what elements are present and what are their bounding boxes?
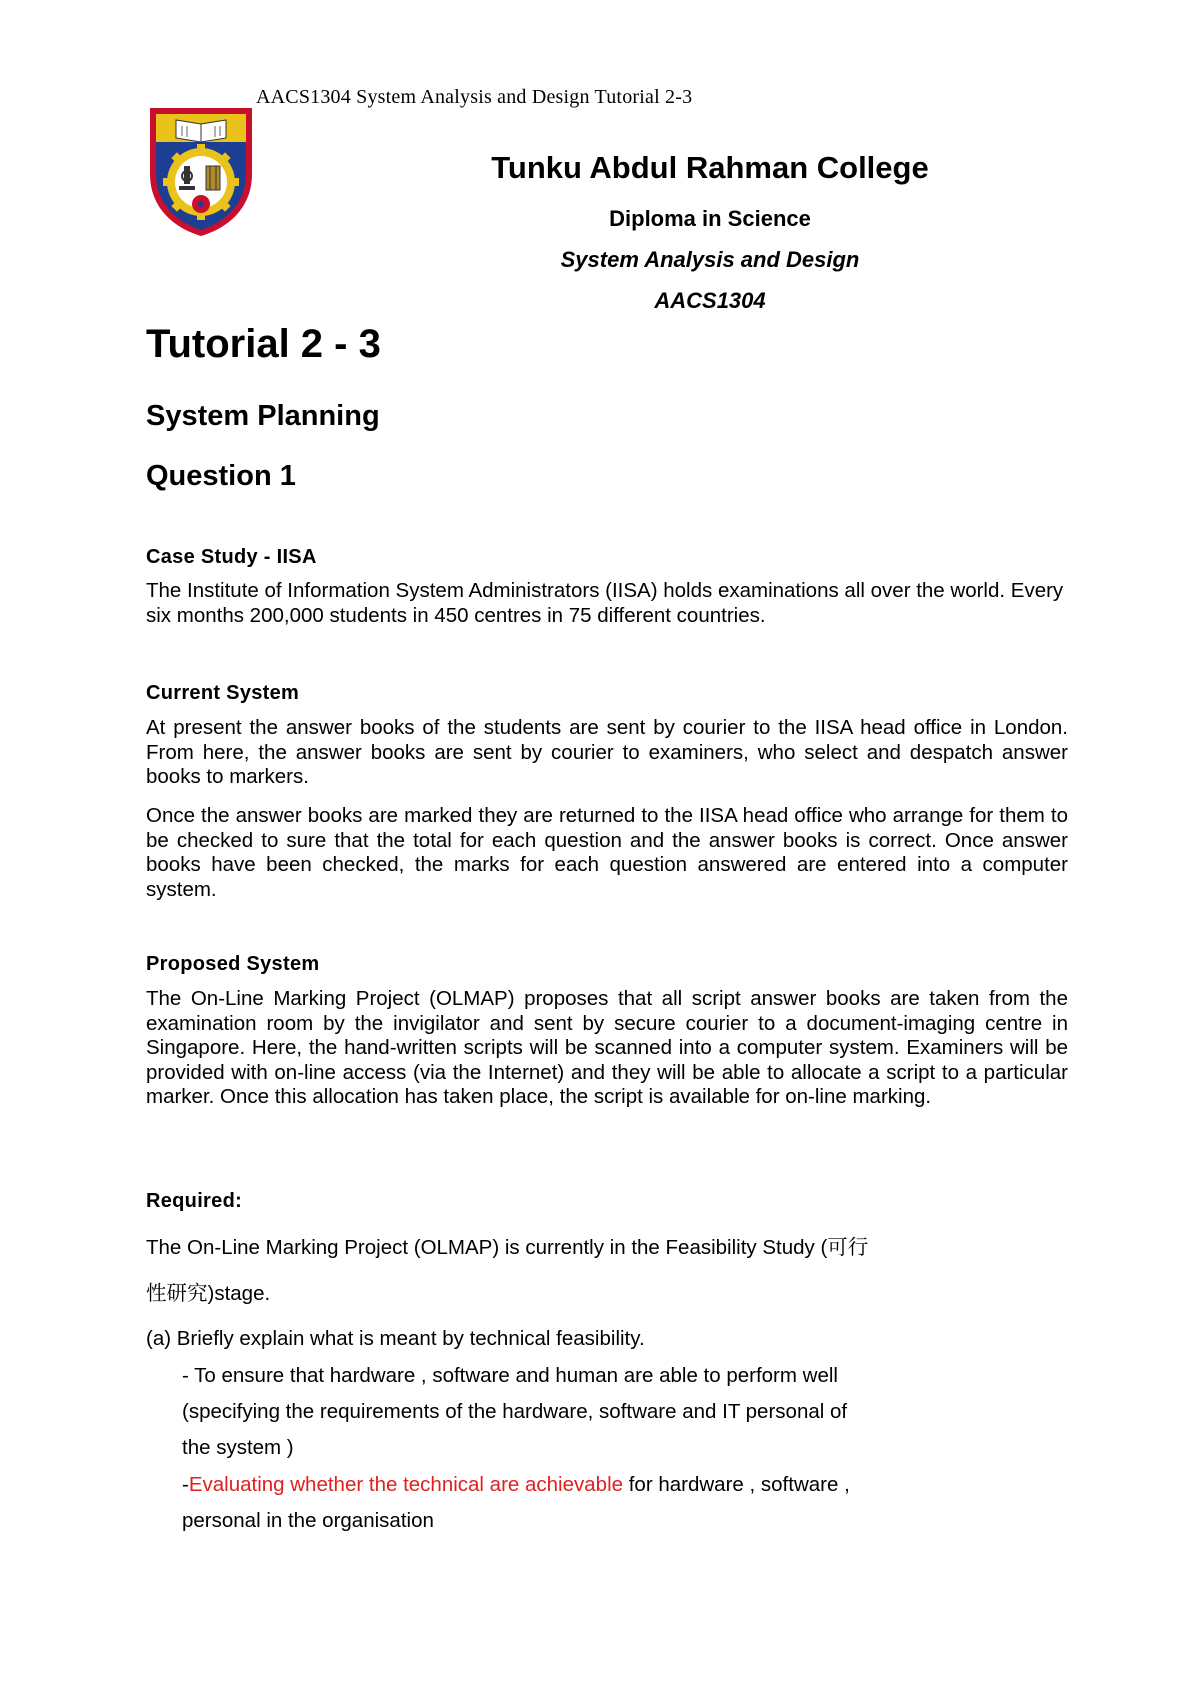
proposed-system-heading: Proposed System bbox=[146, 953, 320, 975]
course-name: System Analysis and Design bbox=[560, 247, 860, 272]
required-line-2: 性研究)stage. bbox=[146, 1282, 271, 1305]
case-study-text: The Institute of Information System Administrators (IISA) holds examinations all over the world. Every six months 200,000 students in 450 centres in 75 different countries. bbox=[146, 579, 1064, 627]
answer-line-4 bbox=[182, 1473, 850, 1497]
current-system-para-1: At present the answer books of the students are sent by courier to the IISA head office in London. From here, the answer books are sent by courier to examiners, who select and despatch answer books to markers. bbox=[146, 716, 1068, 788]
answer-line-4-rest: for hardware , software , bbox=[623, 1473, 850, 1496]
answer-line-2: (specifying the requirements of the hardware, software and IT personal of bbox=[182, 1400, 848, 1423]
topic-heading: System Planning bbox=[146, 400, 380, 432]
proposed-system-text: The On-Line Marking Project (OLMAP) proposes that all script answer books are taken from the examination room by the invigilator and sent by secure courier to a document-imaging centre in Singapore. Here, the hand-written scripts will be scanned into a computer system. Examiners will be provided with on-line access (via the Internet) and they will be able to allocate a script to a particular marker. Once this allocation has taken place, the script is available for on-line marking. bbox=[146, 987, 1068, 1108]
current-system-heading: Current System bbox=[146, 682, 300, 704]
question-heading: Question 1 bbox=[146, 460, 296, 492]
course-code: AACS1304 bbox=[654, 288, 766, 313]
answer-line-5: personal in the organisation bbox=[182, 1509, 434, 1532]
current-system-para-2: Once the answer books are marked they are returned to the IISA head office who arrange for them to be checked to sure that the total for each question and the answer books is correct. Once answer books have been checked, the marks for each question answered are entered into a computer system. bbox=[146, 804, 1068, 901]
required-heading: Required: bbox=[146, 1190, 243, 1212]
required-line-1: The On-Line Marking Project (OLMAP) is currently in the Feasibility Study (可行 bbox=[146, 1236, 869, 1259]
programme-name: Diploma in Science bbox=[609, 206, 811, 231]
answer-line-4-prefix: - bbox=[182, 1473, 189, 1496]
question-a: (a) Briefly explain what is meant by technical feasibility. bbox=[146, 1327, 645, 1350]
answer-line-3: the system ) bbox=[182, 1436, 294, 1459]
tutorial-title: Tutorial 2 - 3 bbox=[146, 322, 381, 366]
college-name: Tunku Abdul Rahman College bbox=[491, 150, 929, 185]
running-header: AACS1304 System Analysis and Design Tutorial 2-3 bbox=[256, 86, 693, 108]
college-crest-icon bbox=[146, 104, 256, 238]
college-info bbox=[400, 150, 1020, 329]
answer-highlight: Evaluating whether the technical are achievable bbox=[188, 1473, 624, 1496]
case-study-heading: Case Study - IISA bbox=[146, 546, 317, 568]
answer-line-1: - To ensure that hardware , software and human are able to perform well bbox=[182, 1364, 838, 1387]
